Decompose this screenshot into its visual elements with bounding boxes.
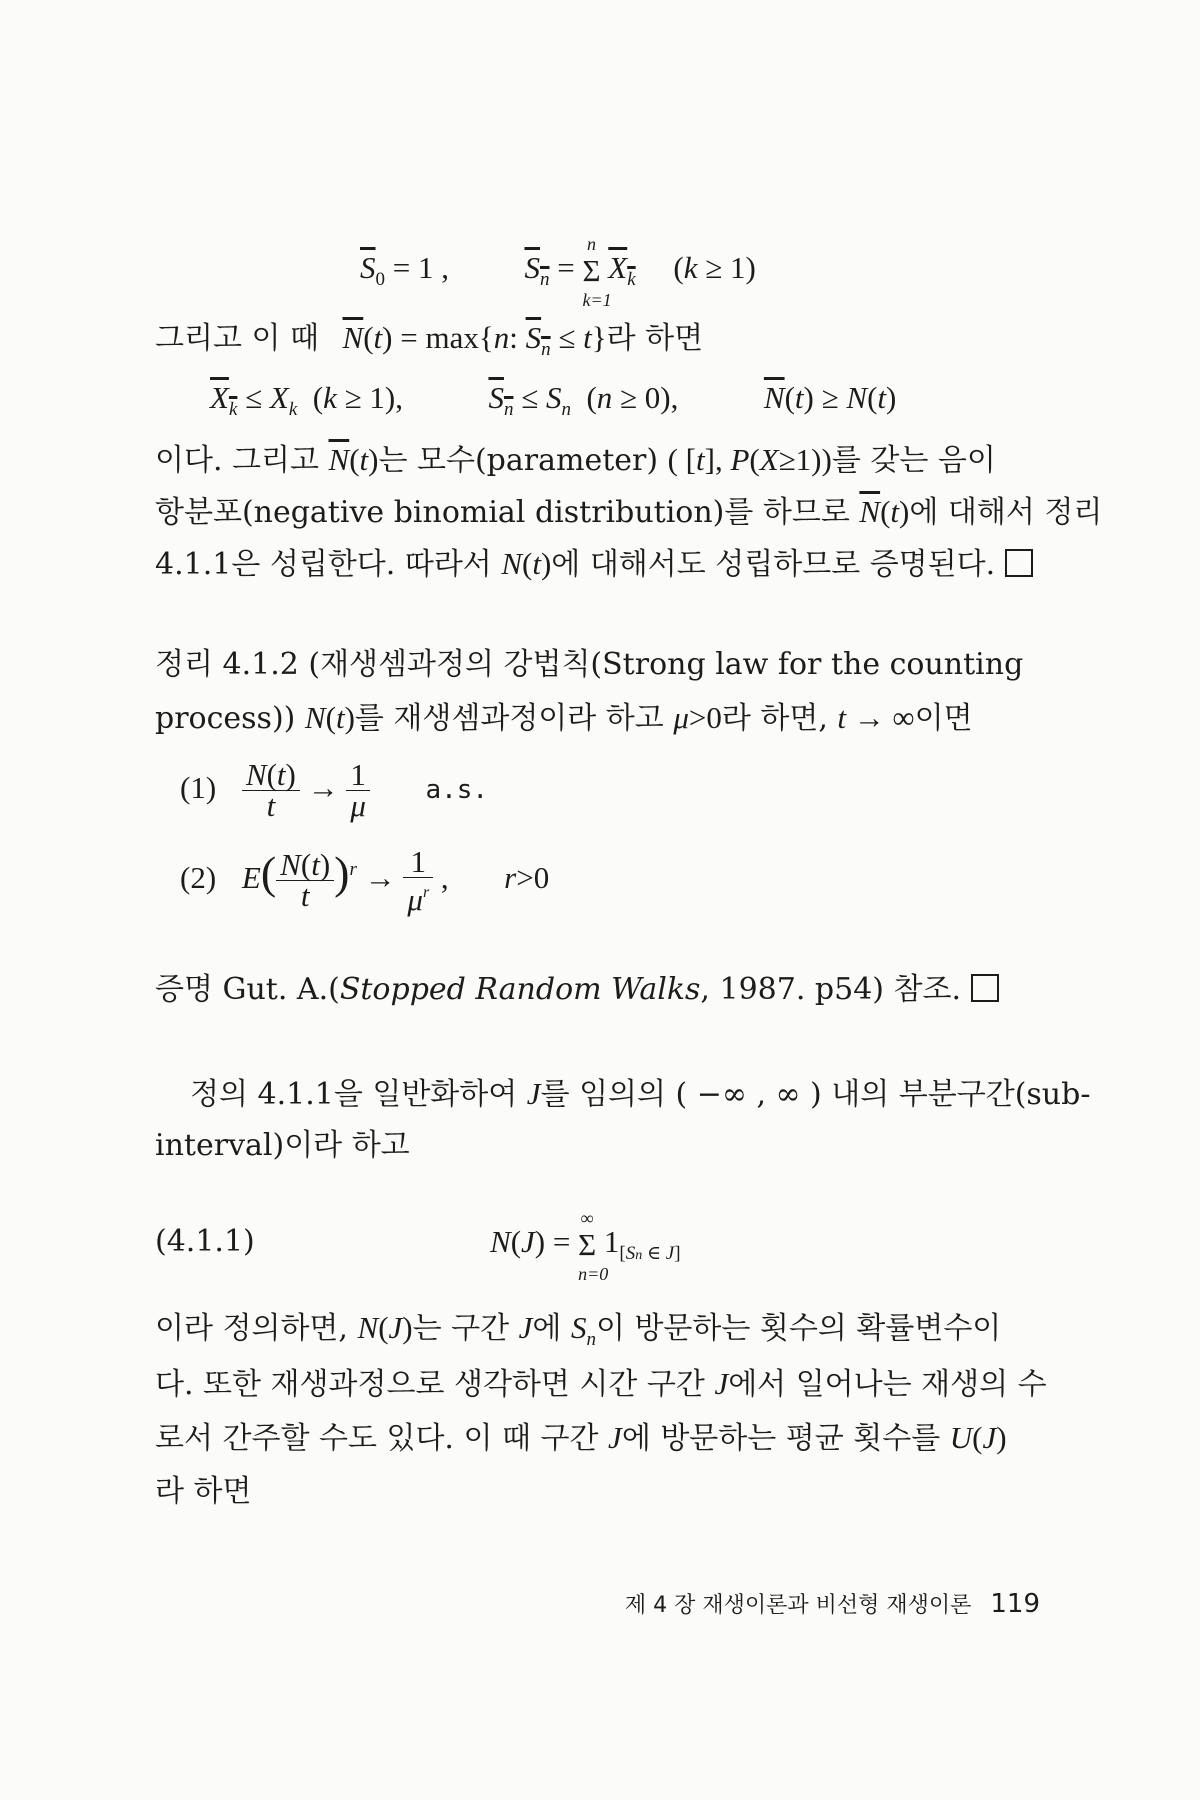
paragraph-line-4: 라 하면 — [155, 1474, 252, 1509]
equation-4-1-1: N(J) = Σ ∞ n=0 $1_{[Sn \in J]}$ — [490, 1207, 681, 1284]
text-line-then: 그리고 이 때 $\overline{N}(t) = \max\{n$: $S_n \le t$}라 하면 — [155, 320, 704, 360]
qed-box — [1005, 549, 1033, 577]
theorem-item-1: (1) $\frac{N(t)}{t}$ → $\frac{1}{\mu}$ a.s. — [180, 757, 489, 824]
chapter-title: 제 4 장 재생이론과 비선형 재생이론 — [624, 1593, 972, 1618]
equation-inequalities: $X_k \le X_k$ (k ≥ 1), $S_n \le S_n$ (n ≥ 0), $\overline{N}(t) \ge N(t)$ — [210, 380, 897, 420]
equation-s0-sn: $\overline{S}_0 = 1$ , $S_n = \Sigma$ n k=1 $X_k$ (k ≥ 1) — [360, 233, 756, 310]
text-line-4: 항분포(negative binomial distribution)를 하므로 $\overline{N}(t)$에 대해서 정리 — [155, 494, 1103, 530]
definition-line-1: 정의 4.1.1을 일반화하여 J를 임의의 ( −∞ , ∞ ) 내의 부분구간(sub- — [190, 1076, 1091, 1112]
qed-box-2 — [971, 974, 999, 1002]
theorem-item-2: (2) E( $\frac{N(t)}{t}$ )$^r$ → $\frac{1}{\mu^r}$ , r>0 — [180, 843, 550, 917]
sum-symbol-2: Σ ∞ n=0 — [578, 1207, 609, 1284]
text-line-5: 4.1.1은 성립한다. 따라서 N(t)에 대해서도 성립하므로 증명된다. — [155, 544, 1033, 585]
equation-label: (4.1.1) — [155, 1224, 255, 1259]
theorem-title: 정리 4.1.2 (재생셈과정의 강법칙(Strong law for the counting — [155, 647, 1024, 682]
proof-line: 증명 Gut. A.(Stopped Random Walks, 1987. p54) 참조. — [155, 970, 999, 1010]
paragraph-line-3: 로서 간주할 수도 있다. 이 때 구간 J에 방문하는 평균 횟수를 U(J) — [155, 1420, 1007, 1456]
page-number: 119 — [990, 1589, 1040, 1619]
paragraph-line-1: 이라 정의하면, N(J)는 구간 J에 $S_n$이 방문하는 횟수의 확률변수이 — [155, 1310, 1002, 1350]
theorem-statement: process)) N(t)를 재생셈과정이라 하고 μ>0라 하면, t → ∞이면 — [155, 700, 973, 736]
text-line-3: 이다. 그리고 $\overline{N}(t)$는 모수(parameter) ( [t], P(X≥1))를 갖는 음이 — [155, 442, 996, 478]
paragraph-line-2: 다. 또한 재생과정으로 생각하면 시간 구간 J에서 일어나는 재생의 수 — [155, 1366, 1047, 1402]
definition-line-2: interval)이라 하고 — [155, 1128, 410, 1163]
sum-symbol: Σ n k=1 — [582, 233, 612, 310]
page-footer — [625, 1588, 1040, 1619]
